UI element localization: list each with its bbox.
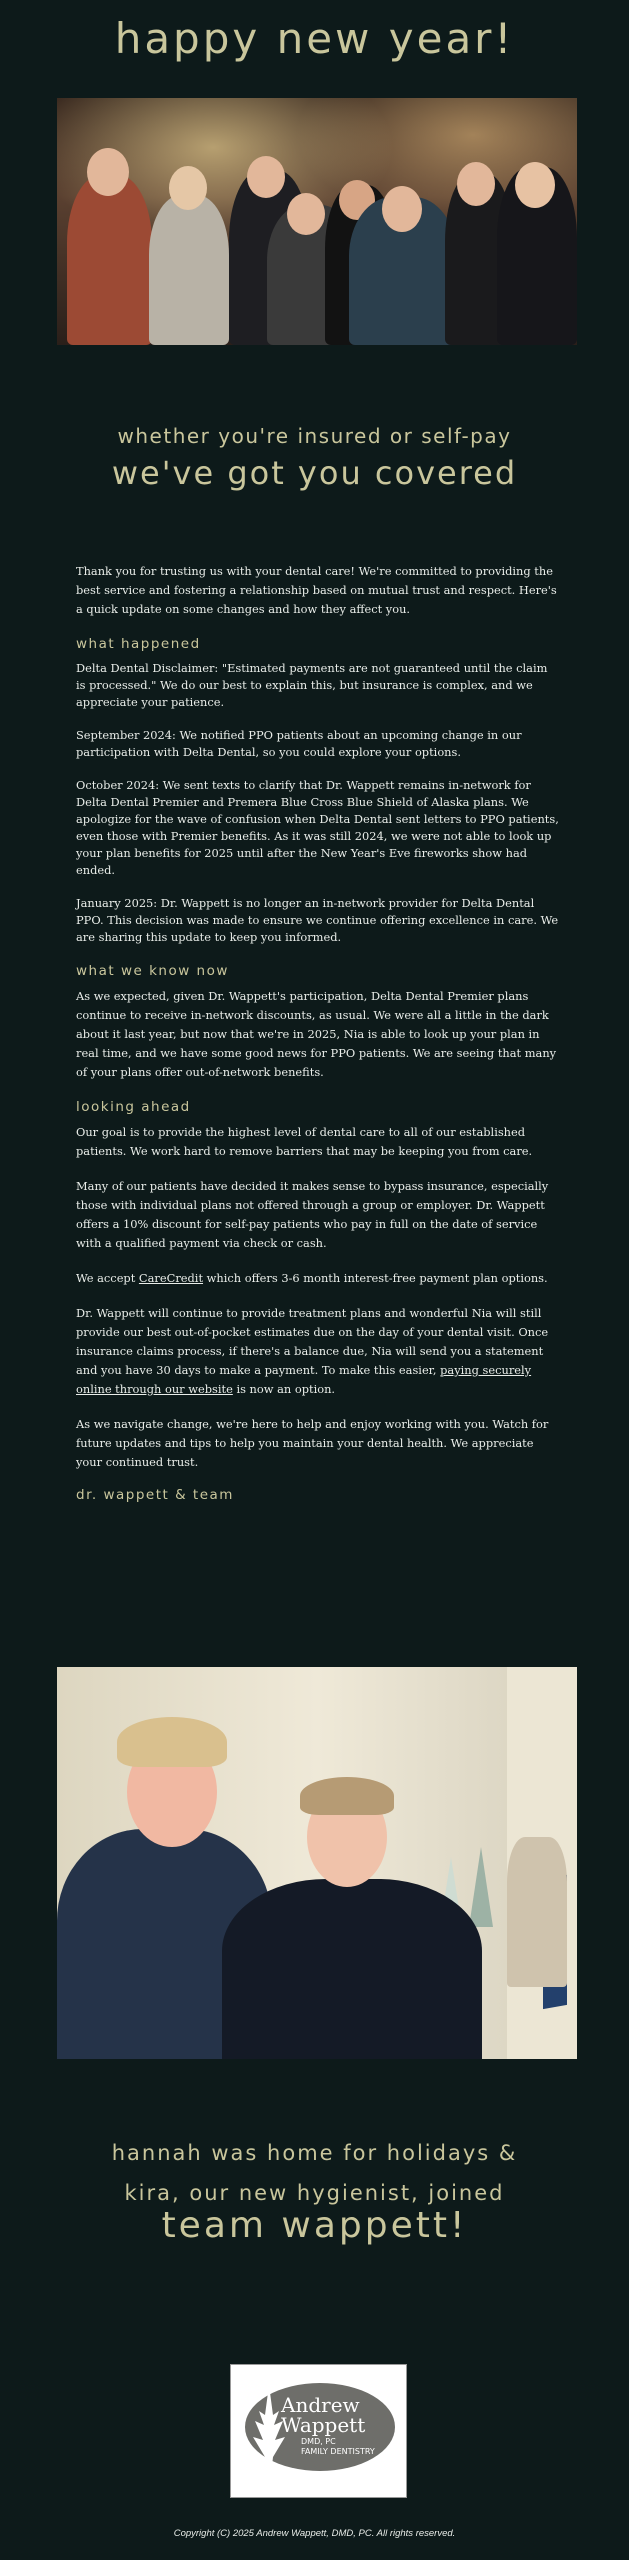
disclaimer-paragraph: Delta Dental Disclaimer: "Estimated payments are not guaranteed until the claim is processed." We do our best to explain this, but insurance is complex, and we appreciate your patience. — [76, 661, 548, 709]
person-head — [515, 162, 555, 208]
person-head — [457, 162, 495, 206]
january-paragraph: January 2025: Dr. Wappett is no longer an in-network provider for Delta Dental PPO. This decision was made to ensure we continue offering excellence in care. We are sharing this update to keep you informed. — [76, 896, 559, 944]
carecredit-text: which offers 3-6 month interest-free payment plan options. — [203, 1271, 548, 1285]
september-paragraph: September 2024: We notified PPO patients about an upcoming change in our participation with Delta Dental, so you could explore your options. — [76, 728, 522, 759]
what-we-know-paragraph: As we expected, given Dr. Wappett's participation, Delta Dental Premier plans continue to receive in-network discounts, as usual. We were all a little in the dark about it last year, but now that we're in 2025, Nia is able to look up your plan in real time, and we have some good news for PPO patients. We are seeing that many of your plans offer out-of-network benefits. — [76, 989, 557, 1079]
carecredit-text: We accept — [76, 1271, 139, 1285]
carecredit-paragraph — [76, 1269, 560, 1288]
person-figure — [149, 195, 229, 345]
photo-caption — [0, 2133, 629, 2213]
section-heading-what-we-know: what we know now — [76, 963, 229, 979]
logo-credential: DMD, PC — [301, 2437, 336, 2446]
person-hair — [300, 1777, 394, 1815]
caption-line: hannah was home for holidays & — [111, 2141, 518, 2165]
logo-name: Wappett — [281, 2413, 366, 2437]
caption-line: kira, our new hygienist, joined — [124, 2181, 505, 2205]
payment-text: Dr. Wappett will continue to provide treatment plans and wonderful Nia will still provide our best out-of-pocket estimates due on the day of your dental visit. Once insurance claims process, if there's a balance due, Nia will send you a statement and you have 30 days to make a payment. To make this easier, — [76, 1306, 549, 1377]
section-heading-looking-ahead: looking ahead — [76, 1099, 191, 1115]
self-pay-paragraph: Many of our patients have decided it makes sense to bypass insurance, especially those with individual plans not offered through a group or employer. Dr. Wappett offers a 10% discount for self-pay patients who pay in full on the date of service with a qualified payment via check or cash. — [76, 1179, 549, 1250]
pay-online-link[interactable]: paying securely online through our website — [76, 1363, 532, 1396]
intro-subheading: whether you're insured or self-pay — [117, 424, 512, 448]
person-head — [247, 156, 285, 198]
intro-paragraph: Thank you for trusting us with your dental care! We're committed to providing the best service and fostering a relationship based on mutual trust and respect. Here's a quick update on some changes and how they affect you. — [76, 564, 557, 616]
hero-title: happy new year! — [114, 14, 515, 63]
copyright-notice: Copyright (C) 2025 Andrew Wappett, DMD, PC. All rights reserved. — [173, 2528, 456, 2539]
newsletter-body — [76, 562, 560, 1511]
practice-logo[interactable] — [230, 2364, 407, 2498]
person-head — [382, 186, 422, 232]
payment-text: is now an option. — [232, 1382, 336, 1396]
payment-paragraph — [76, 1304, 560, 1399]
person-figure — [67, 175, 152, 345]
intro-heading: we've got you covered — [111, 454, 518, 492]
caption-title: team wappett! — [161, 2205, 468, 2246]
goal-paragraph: Our goal is to provide the highest level of dental care to all of our established patients. We work hard to remove barriers that may be keeping you from care. — [76, 1125, 533, 1158]
person-hair — [117, 1717, 227, 1767]
person-figure — [222, 1879, 482, 2059]
staff-photo — [57, 1667, 577, 2059]
signoff: dr. wappett & team — [76, 1487, 234, 1503]
closing-paragraph: As we navigate change, we're here to help and enjoy working with you. Watch for future updates and tips to help you maintain your dental health. We appreciate your continued trust. — [76, 1417, 549, 1469]
carecredit-link[interactable]: CareCredit — [138, 1271, 204, 1285]
section-heading-what-happened: what happened — [76, 636, 201, 652]
team-photo — [57, 98, 577, 345]
person-head — [169, 166, 207, 210]
person-head — [87, 148, 129, 196]
reindeer-decoration — [507, 1837, 567, 1987]
tree-decoration — [469, 1847, 493, 1927]
october-paragraph: October 2024: We sent texts to clarify that Dr. Wappett remains in-network for Delta Dental Premier and Premera Blue Cross Blue Shield of Alaska plans. We apologize for the wave of confusion when Delta Dental sent letters to PPO patients, even those with Premier benefits. As it was still 2024, we were not able to look up your plan benefits for 2025 until after the New Year's Eve fireworks show had ended. — [76, 778, 559, 877]
logo-name: Andrew — [281, 2393, 360, 2417]
person-head — [287, 193, 325, 235]
logo-practice: FAMILY DENTISTRY — [301, 2447, 375, 2456]
